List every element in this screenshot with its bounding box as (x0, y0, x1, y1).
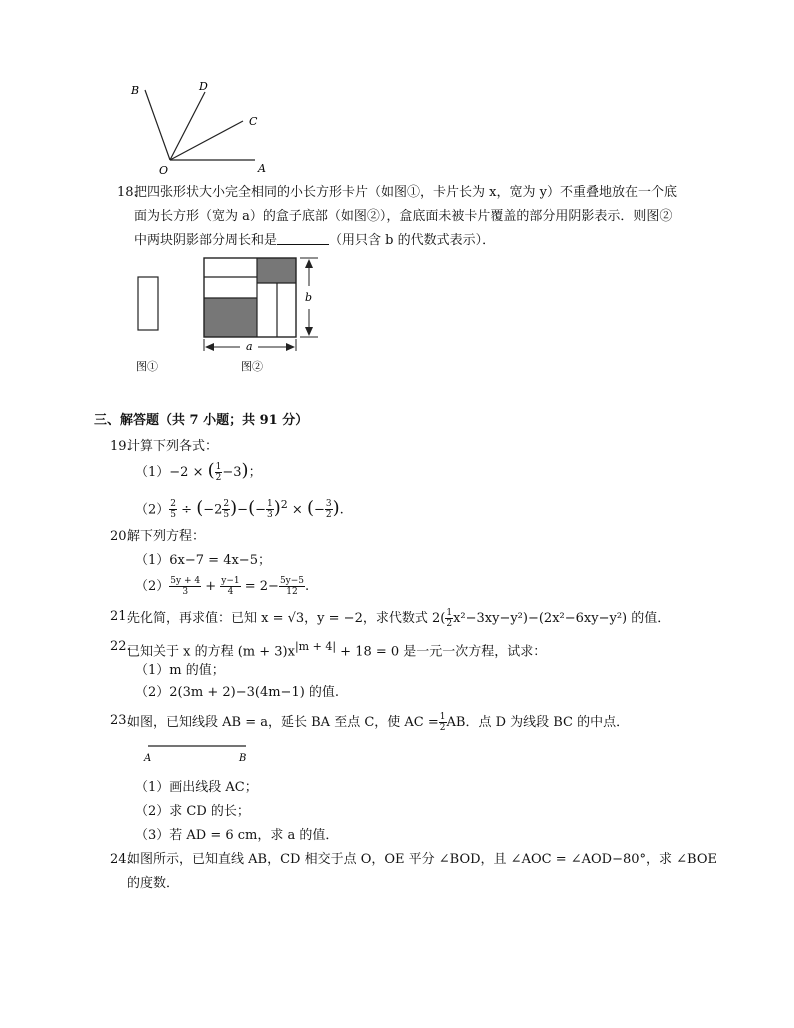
q19-part1: （1）−2 × ( $\frac{1}{2}$ −3)； (135, 460, 262, 483)
q24-line2: 的度数． (127, 876, 180, 891)
label-a: a (246, 340, 253, 353)
q24-number: 24. (110, 852, 131, 867)
angle-label-O: O (159, 164, 169, 177)
angle-label-B: B (131, 84, 140, 97)
q23-part1: （1）画出线段 AC； (135, 780, 258, 795)
q19-p1-label: （1） (135, 465, 170, 480)
angle-label-D: D (199, 80, 208, 93)
q22-exponent: |m + 4| (294, 640, 337, 653)
q21-text-b: x²−3xy−y²)−(2x²−6xy−y²) 的值． (453, 611, 671, 626)
angle-label-C: C (249, 115, 258, 128)
q22-title-b: + 18 = 0 是一元一次方程，试求： (336, 644, 547, 660)
q21-number: 21. (110, 609, 131, 624)
segment-label-A: A (144, 753, 152, 764)
q22-part2: （2）2(3m + 2)−3(4m−1) 的值. (135, 685, 340, 700)
q21-text-a: 先化简，再求值：已知 x = √3，y = −2，求代数式 2( (127, 611, 446, 626)
q23-part3: （3）若 AD = 6 cm，求 a 的值． (135, 828, 339, 843)
q22-part1: （1）m 的值； (135, 663, 225, 678)
q22-number: 22. (110, 639, 131, 654)
fig1-caption: 图① (136, 360, 158, 373)
q23-number: 23. (110, 713, 131, 728)
q23-text-a: 如图，已知线段 AB = a，延长 BA 至点 C，使 AC = (127, 715, 439, 730)
q24-line1: 如图所示，已知直线 AB，CD 相交于点 O，OE 平分 ∠BOD，且 ∠AOC = ∠AOD−80°，求 ∠BOE (127, 852, 717, 867)
q18-number: 18. (117, 185, 138, 200)
segment-label-B: B (239, 753, 247, 764)
q20-p2-label: （2） (135, 579, 170, 594)
q23-text-b: AB．点 D 为线段 BC 的中点． (446, 715, 630, 730)
q20-number: 20. (110, 529, 131, 544)
label-b: b (305, 291, 313, 304)
q20-title: 解下列方程： (127, 529, 206, 544)
q19-title: 计算下列各式： (127, 439, 219, 454)
q18-line3-after: （用只含 b 的代数式表示）． (329, 233, 496, 248)
q19-number: 19. (110, 439, 131, 454)
q18-line2: 面为长方形（宽为 a）的盒子底部（如图②），盒底面未被卡片覆盖的部分用阴影表示．则图② (134, 209, 673, 224)
q22-title-a: 已知关于 x 的方程 (m + 3)x (127, 644, 295, 660)
q18-line3-before: 中两块阴影部分周长和是 (134, 233, 278, 248)
q21-text: 先化简，再求值：已知 x = √3，y = −2，求代数式 2( $\frac{1}{2}$ x²−3xy−y²)−(2x²−6xy−y²) 的值． (127, 608, 671, 629)
angle-label-A: A (258, 162, 266, 175)
q23-part2: （2）求 CD 的长； (135, 804, 250, 819)
q20-part1: （1）6x−7 = 4x−5； (135, 553, 271, 568)
section-title: 三、解答题（共 7 小题；共 91 分） (94, 413, 309, 428)
q23-text: 如图，已知线段 AB = a，延长 BA 至点 C，使 AC = $\frac{1}{2}$ AB．点 D 为线段 BC 的中点． (127, 712, 630, 733)
q19-p2-label: （2） (135, 502, 170, 518)
q19-part2: （2） $\frac{2}{5}$ ÷ (−2 $\frac{2}{5}$ )−(− $\frac{1}{3}$ )$^2$ × (− $\frac{3}{2}$ ). (135, 497, 344, 521)
fig2-caption: 图② (241, 360, 263, 373)
q18-line1: 把四张形状大小完全相同的小长方形卡片（如图①，卡片长为 x，宽为 y）不重叠地放在一个底 (134, 185, 677, 200)
q20-part2: （2） $\frac{5y + 4}{3}$ + $\frac{y-1}{4}$ = 2− $\frac{5y-5}{12}$ . (135, 576, 310, 597)
